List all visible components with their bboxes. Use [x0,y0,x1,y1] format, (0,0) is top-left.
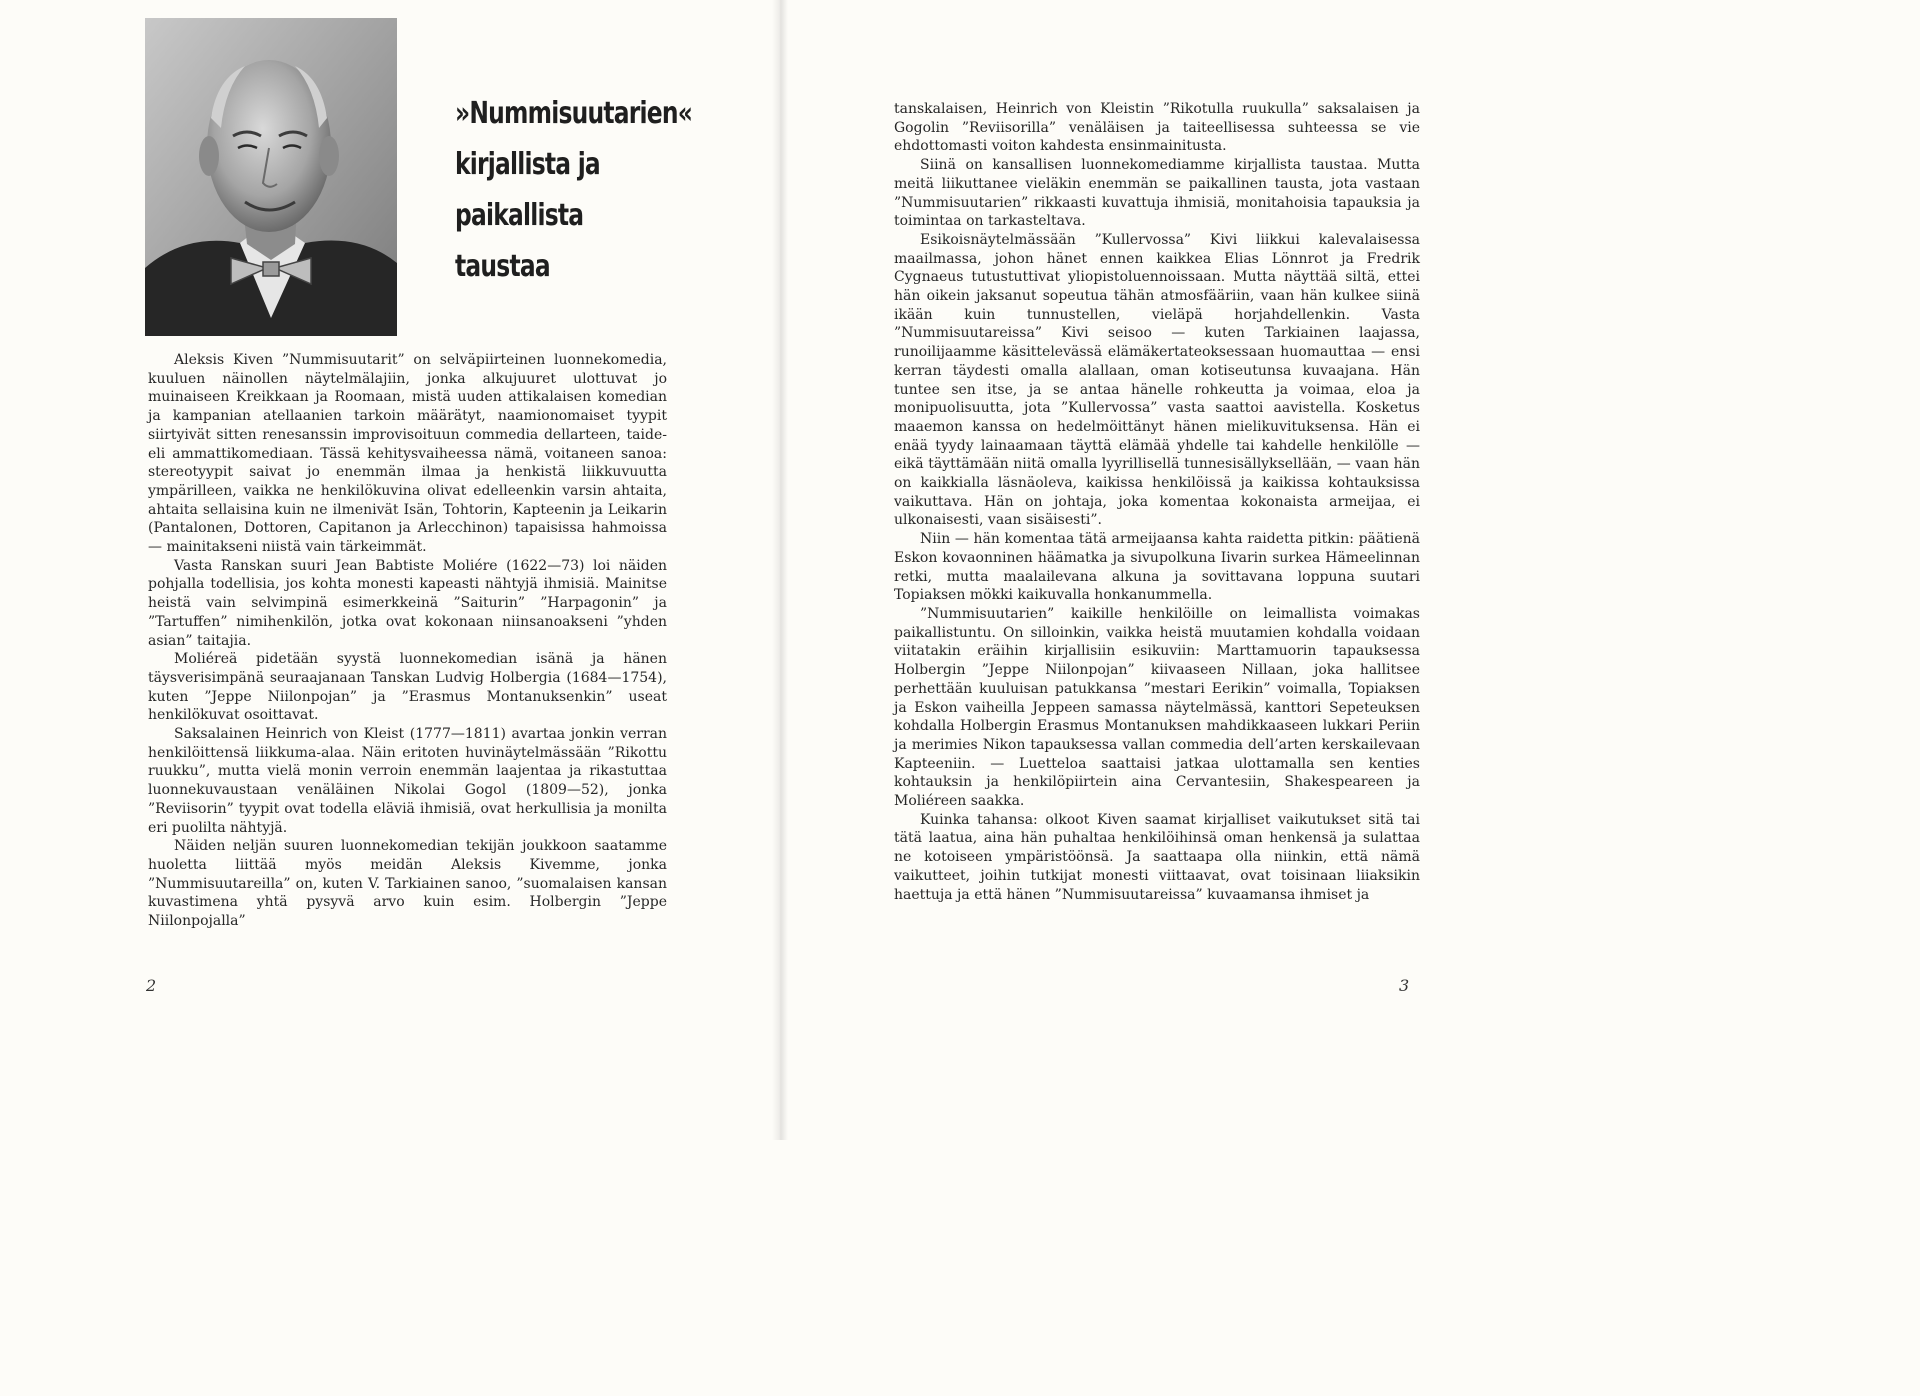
article-title [455,88,693,292]
paragraph: Vasta Ranskan suuri Jean Babtiste Moliére (1622—73) loi näiden pohjalla todellisia, jos kohta monesti kapeasti nähtyjä ihmisiä. Mainitse heistä vain selvimpinä esimerkkeinä ”Saiturin” ”Harpagonin” ja ”Tartuffen” nimihenkilön, jotka ovat kokonaan niinsanoakseni ”yhden asian” taitajia. [148,557,667,649]
left-page [0,0,780,1140]
title-line: taustaa [455,249,550,284]
right-text-column [894,100,1420,904]
paragraph: Näiden neljän suuren luonnekomedian tekijän joukkoon saatamme huoletta liittää myös meidän Aleksis Kivemme, jonka ”Nummisuutareilla” on, kuten V. Tarkiainen sanoo, ”suomalaisen kansan kuvastimena yhtä pysyvä arvo kuin esim. Holbergin ”Jeppe Niilonpojalla” [148,838,667,930]
paragraph: Esikoisnäytelmässään ”Kullervossa” Kivi liikkui kalevalaisessa maailmassa, johon hänet ennen kaikkea Elias Lönnrot ja Fredrik Cygnaeus tutustuttivat yliopistoluennoissaan. Mutta näyttää siltä, ettei hän oikein jaksanut sopeutua tähän atmosfääriin, vaan hän kulkee siinä ikään kuin tunnustellen, vieläpä horjahdellenkin. Vasta ”Nummisuutareissa” Kivi seisoo — kuten Tarkiainen laajassa, runoilijaamme käsittelevässä elämäkertateoksessaan huomauttaa — ensi kerran täydesti omalla alallaan, oman kotiseutunsa kuvaajana. Hän tuntee sen itse, ja se antaa hänelle rohkeutta ja voimaa, eloa ja monipuolisuutta, jota ”Kullervossa” vasta saattoi aavistella. Kosketus maaemon kanssa on hedelmöittänyt hänen mielikuvituksensa. Hän ei enää tyydy lainaamaan täyttä elämää yhdelle tai kahdelle henkilölle — eikä täyttämään niitä omalla lyyrillisellä tunnesisällyksellään, — vaan hän on kaikkialla läsnäoleva, kaikissa henkilöissä ja kaikissa kohtauksissa vaikuttava. Hän on johtaja, joka komentaa kokonaista armeijaa, ei ulkonaisesti, vaan sisäisesti”. [894,231,1420,529]
paragraph: Moliéreä pidetään syystä luonnekomedian isänä ja hänen täysverisimpänä seuraajanaan Tanskan Ludvig Holbergia (1684—1754), kuten ”Jeppe Niilonpojan” ja ”Erasmus Montanuksenkin” useat henkilökuvat osoittavat. [148,651,667,724]
paragraph: ”Nummisuutarien” kaikille henkilöille on leimallista voimakas paikallistuntu. On silloinkin, vaikka heistä muutamien kohdalla voidaan viitatakin eräihin kirjallisiin esikuviin: Marttamuorin tapauksessa Holbergin ”Jeppe Niilonpojan” kiivaaseen Nillaan, joka hallitsee perhettään kuuluisan patukkansa ”mestari Eerikin” voimalla, Topiaksen ja Eskon vaiheilla Jeppeen samassa näytelmässä, kanttori Sepeteuksen kohdalla Holbergin Erasmus Montanuksen mahdikkaaseen lukkari Periin ja merimies Nikon tapauksessa vallan commedia dell’arten kerskailevaan Kapteeniin. — Luetteloa saattaisi jatkaa ulottamalla sen kenties kohtauksin ja henkilöpiirtein aina Cervantesiin, Shakespeareen ja Moliéreen saakka. [894,605,1420,810]
title-line: »Nummisuutarien« [455,96,693,131]
paragraph: Saksalainen Heinrich von Kleist (1777—1811) avartaa jonkin verran henkilöittensä liikkuma-alaa. Näin eritoten huvinäytelmässään ”Rikottu ruukku”, mutta vielä monin verroin enemmän laajentaa ja rikastuttaa luonnekuvaustaan venäläinen Nikolai Gogol (1809—52), jonka ”Reviisorin” tyypit ovat todella eläviä ihmisiä, ovat herkullisia ja monilta eri puolilta nähtyjä. [148,726,667,836]
paragraph: Siinä on kansallisen luonnekomediamme kirjallista taustaa. Mutta meitä liikuttanee vieläkin enemmän se paikallinen tausta, jota vastaan ”Nummisuutarien” rikkaasti kuvattuja ihmisiä, monitahoisia tapauksia ja toimintaa on tarkasteltava. [894,157,1420,230]
right-page [788,0,1568,1140]
page-number-left: 2 [146,976,157,995]
page-number-right: 3 [1399,976,1410,995]
author-portrait-photo [145,18,397,336]
paragraph: Kuinka tahansa: olkoot Kiven saamat kirjalliset vaikutukset sitä tai tätä laatua, aina hän puhaltaa henkilöihinsä oman henkensä ja sulattaa ne kotoiseen ympäristöönsä. Ja saattaapa olla niinkin, että nämä vaikutteet, joihin tutkijat monesti viittaavat, ovat toisinaan liiaksikin haettuja ja että hänen ”Nummisuutareissa” kuvaamansa ihmiset ja [894,811,1420,903]
paragraph: tanskalaisen, Heinrich von Kleistin ”Rikotulla ruukulla” saksalaisen ja Gogolin ”Reviisorilla” venäläisen ja taiteellisessa suhteessa se vie ehdottomasti voiton kahdesta ensinmainitusta. [894,101,1420,155]
paragraph: Aleksis Kiven ”Nummisuutarit” on selväpiirteinen luonnekomedia, kuuluen näinollen näytelmälajiin, jonka alkujuuret ulottuvat jo muinaiseen Kreikkaan ja Roomaan, mistä uuden attikalaisen komedian ja kampanian atellaanien tarkoin määrätyt, naamionomaiset tyypit siirtyivät sitten renesanssin improvisoituun commedia dellarteen, taideeli ammattikomediaan. Tässä kehitysvaiheessa nämä, voitaneen sanoa: stereotyypit saivat jo enemmän ilmaa ja henkistä liikkuvuutta ympärilleen, vaikka ne henkilökuvina olivat edelleenkin varsin ahtaita, ahtaita sellaisina kuin ne ilmenivät Isän, Tohtorin, Kapteenin ja Leikarin (Pantalonen, Dottoren, Capitanon ja Arlecchinon) tapaisissa hahmoissa — mainitakseni niistä vain tärkeimmät. [148,352,667,556]
left-text-column [148,351,667,931]
title-line: kirjallista ja [455,147,600,182]
paragraph: Niin — hän komentaa tätä armeijaansa kahta raidetta pitkin: päätienä Eskon kovaonninen häämatka ja sivupolkuna Iivarin surkea Hämeelinnan retki, mutta maalailevana alkuna ja sovittavana loppuna suutari Topiaksen mökki kaikuvalla honkanummella. [894,531,1420,604]
book-gutter [772,0,788,1140]
title-line: paikallista [455,198,584,233]
